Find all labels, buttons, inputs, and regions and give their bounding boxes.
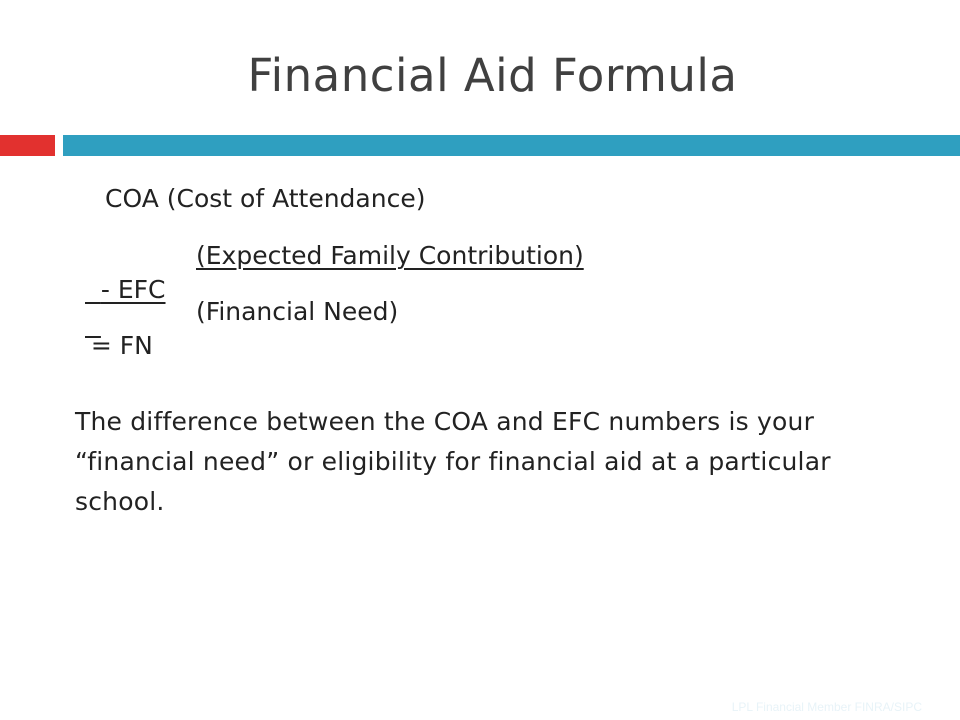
formula-coa-line: COA (Cost of Attendance) (105, 184, 426, 213)
formula-fn-description: (Financial Need) (196, 297, 399, 326)
accent-bar-blue (63, 135, 960, 156)
formula-efc-description: (Expected Family Contribution) (196, 241, 584, 270)
footer-disclaimer: LPL Financial Member FINRA/SIPC (731, 700, 922, 714)
formula-efc-term: - EFC (100, 275, 166, 304)
formula-fn-term: = FN (90, 331, 153, 360)
formula-fn-line (75, 295, 399, 397)
slide-title: Financial Aid Formula (247, 49, 738, 102)
accent-bar-red (0, 135, 55, 156)
explanation-paragraph: The difference between the COA and EFC numbers is your “financial need” or eligibility for financial aid at a particular school. (75, 407, 831, 516)
